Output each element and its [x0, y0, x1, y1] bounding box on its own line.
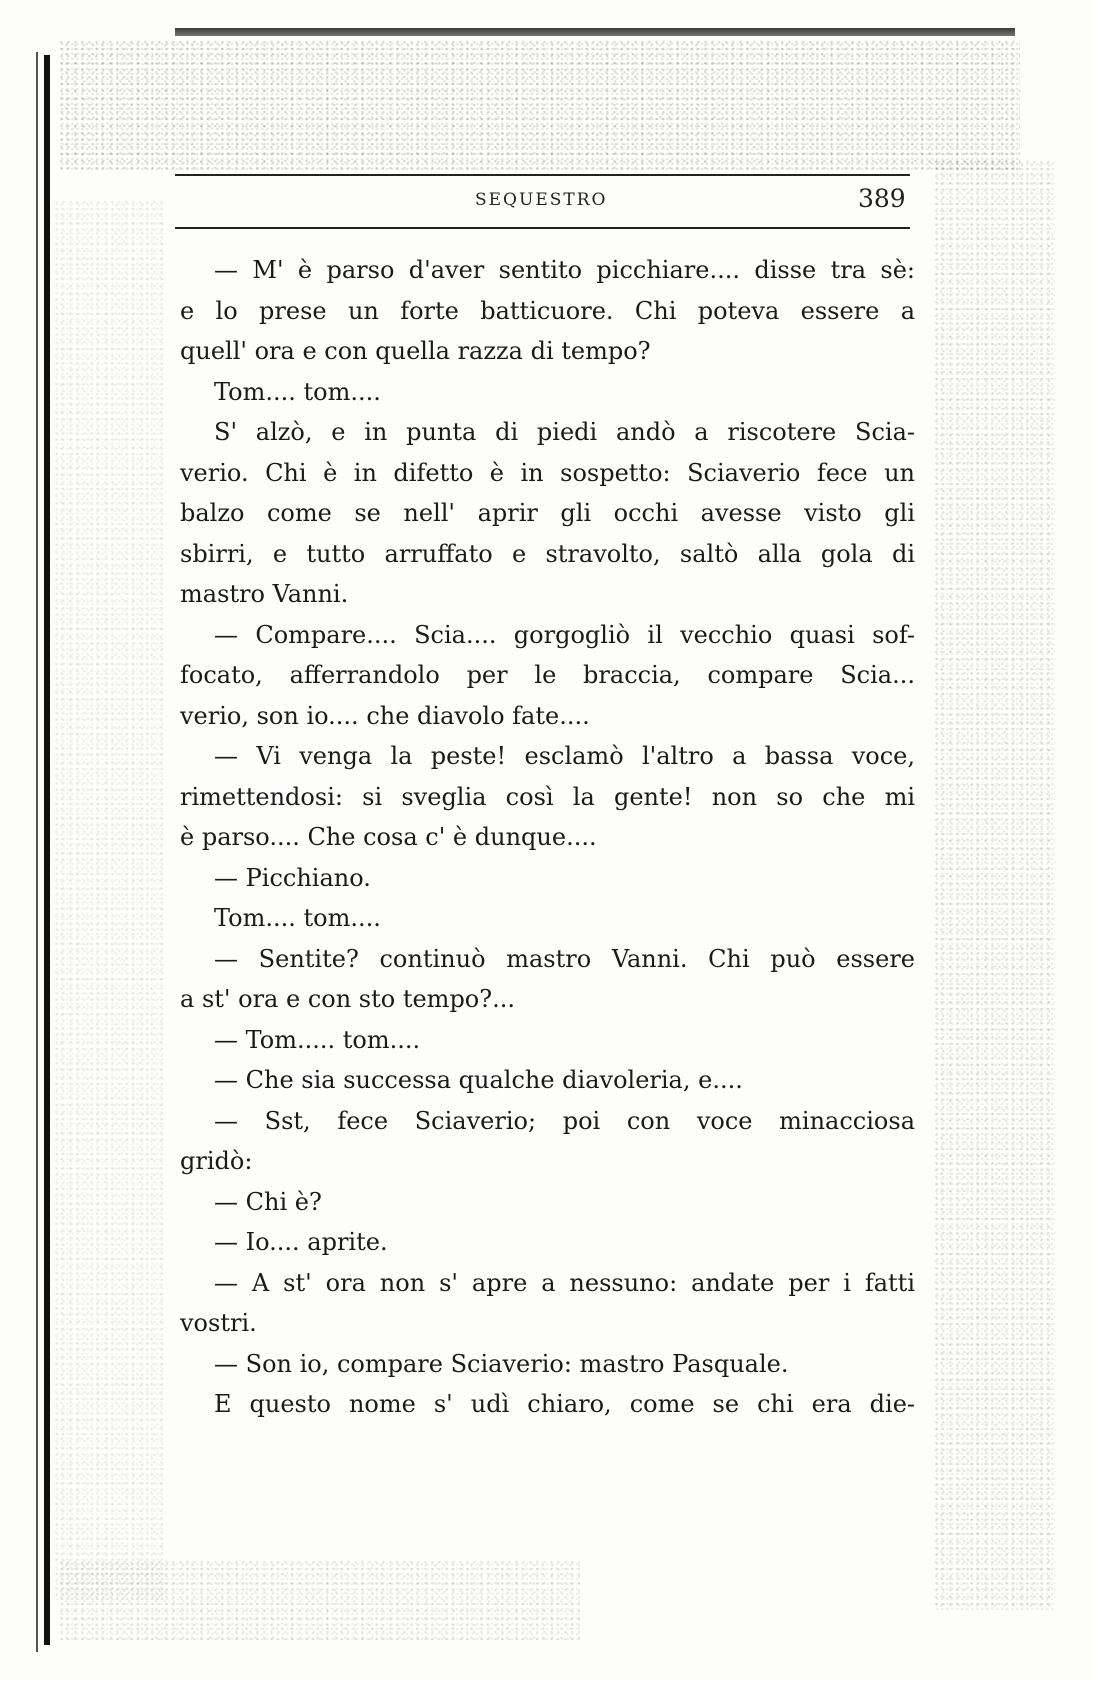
text-line: mastro Vanni. [180, 580, 349, 608]
text-line: — Che sia successa qualche diavoleria, e.... [214, 1066, 743, 1094]
text-line: — A st' ora non s' apre a nessuno: andate per i fatti [214, 1268, 915, 1297]
page-number: 389 [858, 184, 906, 213]
text-line: verio, son io.... che diavolo fate.... [180, 701, 590, 730]
text-line: balzo come se nell' aprir gli occhi avesse visto gli [180, 499, 915, 527]
text-line: — Vi venga la peste! esclamò l'altro a bassa voce, [214, 742, 915, 770]
text-line: Tom.... tom.... [214, 377, 381, 406]
text-line: vostri. [180, 1309, 257, 1337]
text-line: — Io.... aprite. [214, 1228, 388, 1256]
text-line: — Compare.... Scia.... gorgogliò il vecchio quasi sof- [214, 620, 915, 649]
text-line: — Sentite? continuò mastro Vanni. Chi può essere [214, 944, 915, 973]
scan-top-edge [175, 28, 1015, 36]
scan-noise-bottom [60, 1560, 580, 1640]
text-line: a st' ora e con sto tempo?... [180, 985, 516, 1013]
header-rule-top [175, 174, 910, 176]
scan-left-edge-thin [36, 52, 38, 1652]
text-line: — Chi è? [214, 1187, 322, 1216]
running-head: SEQUESTRO [475, 190, 608, 210]
text-line: gridò: [180, 1147, 253, 1175]
text-line: — Tom..... tom.... [214, 1025, 421, 1054]
text-line: e lo prese un forte batticuore. Chi poteva essere a [180, 296, 915, 325]
text-line: Tom.... tom.... [214, 904, 381, 932]
text-line: quell' ora e con quella razza di tempo? [180, 337, 651, 365]
text-line: — M' è parso d'aver sentito picchiare.... disse tra sè: [214, 256, 915, 284]
text-line: verio. Chi è in difetto è in sospetto: Sciaverio fece un [180, 458, 915, 487]
scan-noise-right [935, 160, 1055, 1610]
text-line: E questo nome s' udì chiaro, come se chi era die- [214, 1390, 915, 1418]
text-line: — Sst, fece Sciaverio; poi con voce minacciosa [214, 1106, 915, 1135]
text-line: rimettendosi: si sveglia così la gente! non so che mi [180, 782, 915, 811]
text-line: è parso.... Che cosa c' è dunque.... [180, 823, 597, 851]
text-line: — Son io, compare Sciaverio: mastro Pasquale. [214, 1349, 789, 1378]
text-line: focato, afferrandolo per le braccia, compare Scia... [180, 661, 915, 689]
header-rule-bottom [175, 227, 910, 229]
scan-left-edge [44, 55, 50, 1645]
scan-noise-top [60, 40, 1020, 170]
scan-noise-left [55, 200, 165, 1600]
text-line: S' alzò, e in punta di piedi andò a riscotere Scia- [214, 418, 915, 446]
text-line: — Picchiano. [214, 863, 371, 892]
body-text [180, 250, 915, 1425]
text-line: sbirri, e tutto arruffato e stravolto, saltò alla gola di [180, 539, 915, 568]
